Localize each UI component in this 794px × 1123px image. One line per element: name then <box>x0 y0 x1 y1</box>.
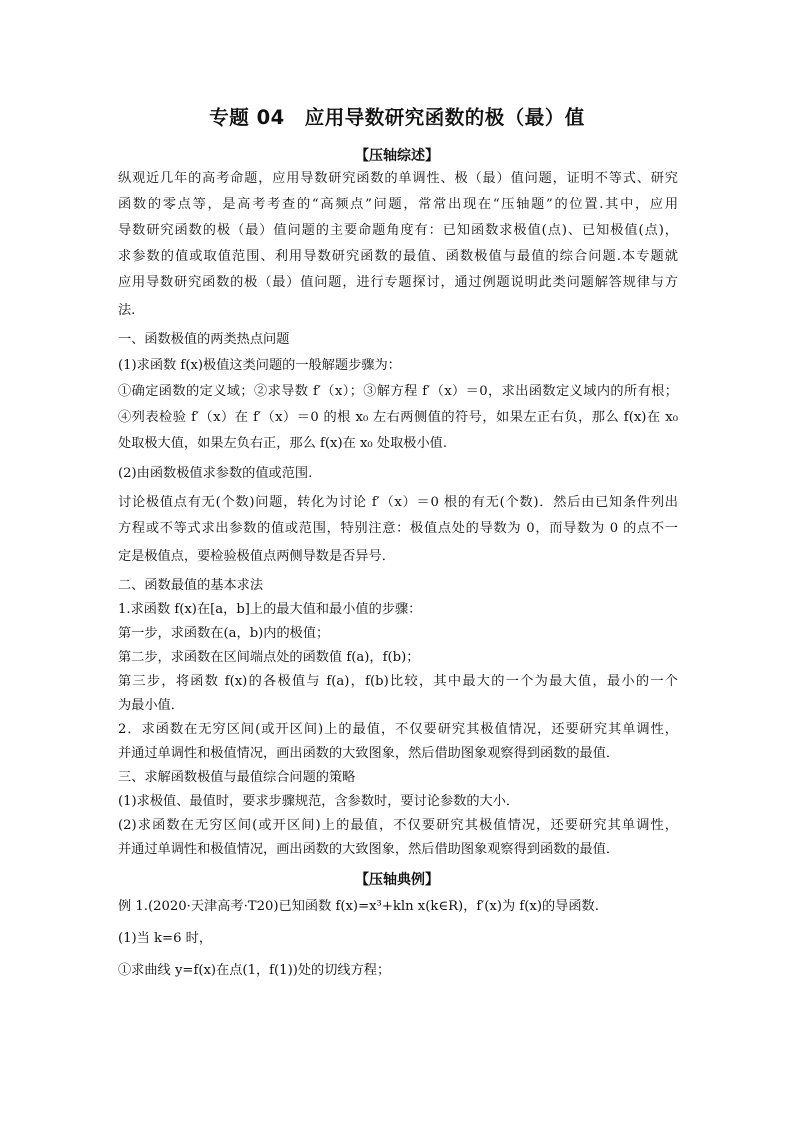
text-line: 第二步，求函数在区间端点处的函数值 f(a)，f(b)； <box>118 650 420 665</box>
text-line: 方程或不等式求出参数的值或范围，特别注意：极值点处的导数为 0，而导数为 0 的点不一 <box>118 521 678 536</box>
text-line: 导数研究函数的极（最）值问题的主要命题角度有：已知函数求极值(点)、已知极值(点)， <box>118 223 678 238</box>
example-line: (1)当 k=6 时， <box>118 931 213 946</box>
text-line: ④列表检验 f′（x）在 f′（x）＝0 的根 x₀ 左右两侧值的符号，如果左正右负，那么 f(x)在 x₀ <box>118 410 678 425</box>
text-line: 并通过单调性和极值情况，画出函数的大致图象，然后借助图象观察得到函数的最值． <box>118 842 620 857</box>
page-title: 专题 04 应用导数研究函数的极（最）值 <box>209 106 585 129</box>
text-line: 纵观近几年的高考命题，应用导数研究函数的单调性、极（最）值问题，证明不等式、研究 <box>118 171 678 186</box>
text-line: (1)求极值、最值时，要求步骤规范，含参数时，要讨论参数的大小． <box>118 794 520 809</box>
text-line: 并通过单调性和极值情况，画出函数的大致图象，然后借助图象观察得到函数的最值． <box>118 746 620 761</box>
text-line: (1)求函数 f(x)极值这类问题的一般解题步骤为： <box>118 358 401 373</box>
subsection-heading: 二、函数最值的基本求法 <box>118 578 264 593</box>
subsection-heading: 三、求解函数极值与最值综合问题的策略 <box>118 770 356 785</box>
section-heading-overview: 【压轴综述】 <box>355 148 439 164</box>
text-line: 讨论极值点有无(个数)问题，转化为讨论 f′（x）＝0 根的有无(个数)．然后由已知条件列出 <box>118 495 678 510</box>
example-line: 例 1.(2020·天津高考·T20)已知函数 f(x)=x³+kln x(k∈R)，f′(x)为 f(x)的导函数. <box>118 899 599 914</box>
text-line: 函数的零点等，是高考考查的“高频点”问题，常常出现在“压轴题”的位置.其中，应用 <box>118 197 678 212</box>
text-line: (2)由函数极值求参数的值或范围. <box>118 466 313 481</box>
text-line: 定是极值点，要检验极值点两侧导数是否异号． <box>118 549 395 564</box>
example-line: ①求曲线 y=f(x)在点(1，f(1))处的切线方程； <box>118 963 391 978</box>
section-heading-examples: 【压轴典例】 <box>355 872 439 888</box>
text-line: ①确定函数的定义域；②求导数 f′（x）；③解方程 f′（x）＝0，求出函数定义域内的所有根； <box>118 384 678 399</box>
text-line: 处取极大值，如果左负右正，那么 f(x)在 x₀ 处取极小值. <box>118 436 448 451</box>
text-line: 求参数的值或取值范围、利用导数研究函数的最值、函数极值与最值的综合问题.本专题就 <box>118 249 678 264</box>
text-line: 第一步，求函数在(a，b)内的极值； <box>118 626 330 641</box>
text-line: 1.求函数 f(x)在[a，b]上的最大值和最小值的步骤： <box>118 602 422 617</box>
text-line: 2．求函数在无穷区间(或开区间)上的最值，不仅要研究其极值情况，还要研究其单调性， <box>118 722 678 737</box>
text-line: (2)求函数在无穷区间(或开区间)上的最值，不仅要研究其极值情况，还要研究其单调性， <box>118 818 678 833</box>
subsection-heading: 一、函数极值的两类热点问题 <box>118 332 290 347</box>
text-line: 为最小值． <box>118 698 184 713</box>
text-line: 法. <box>118 303 136 318</box>
text-line: 第三步，将函数 f(x)的各极值与 f(a)，f(b)比较，其中最大的一个为最大值，最小的一个 <box>118 674 678 689</box>
text-line: 应用导数研究函数的极（最）值问题，进行专题探讨，通过例题说明此类问题解答规律与方 <box>118 275 678 290</box>
